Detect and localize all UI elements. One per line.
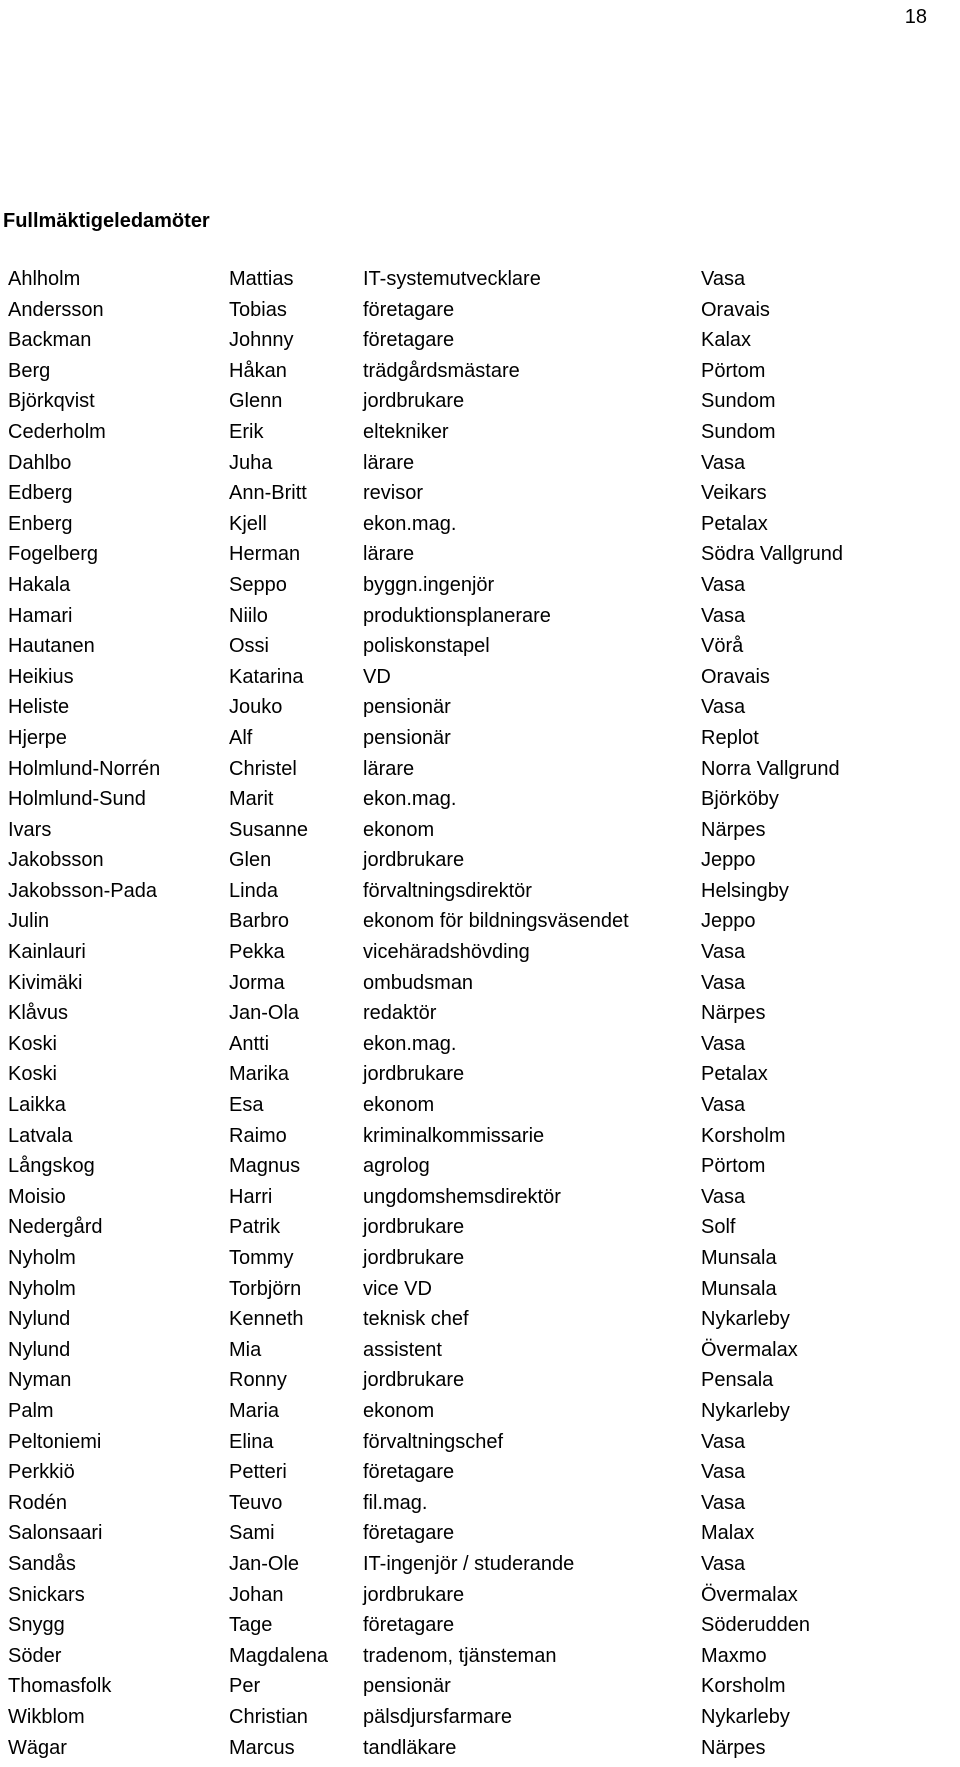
member-occupation: trädgårdsmästare: [363, 360, 520, 383]
member-firstname: Per: [229, 1675, 260, 1698]
member-occupation: kriminalkommissarie: [363, 1125, 544, 1148]
member-firstname: Johan: [229, 1584, 284, 1607]
member-row: [8, 1247, 938, 1278]
member-row: [8, 1400, 938, 1431]
member-location: Helsingby: [701, 880, 789, 903]
member-row: [8, 1737, 938, 1767]
member-occupation: eltekniker: [363, 421, 449, 444]
member-row: [8, 543, 938, 574]
member-row: [8, 1431, 938, 1462]
member-firstname: Tommy: [229, 1247, 293, 1270]
member-location: Vasa: [701, 1094, 745, 1117]
member-surname: Wägar: [8, 1737, 67, 1760]
member-firstname: Seppo: [229, 574, 287, 597]
member-occupation: redaktör: [363, 1002, 436, 1025]
member-surname: Jakobsson: [8, 849, 104, 872]
member-surname: Hamari: [8, 605, 72, 628]
member-location: Korsholm: [701, 1125, 785, 1148]
member-row: [8, 390, 938, 421]
member-location: Närpes: [701, 1737, 765, 1760]
member-surname: Cederholm: [8, 421, 106, 444]
member-occupation: pensionär: [363, 696, 451, 719]
member-surname: Klåvus: [8, 1002, 68, 1025]
member-occupation: företagare: [363, 299, 454, 322]
member-row: [8, 758, 938, 789]
member-row: [8, 819, 938, 850]
page-number: 18: [905, 6, 927, 29]
member-surname: Julin: [8, 910, 49, 933]
member-surname: Laikka: [8, 1094, 66, 1117]
member-location: Malax: [701, 1522, 754, 1545]
member-surname: Koski: [8, 1063, 57, 1086]
member-row: [8, 849, 938, 880]
member-surname: Kivimäki: [8, 972, 82, 995]
member-occupation: pensionär: [363, 727, 451, 750]
member-surname: Snygg: [8, 1614, 65, 1637]
member-location: Närpes: [701, 1002, 765, 1025]
member-row: [8, 513, 938, 544]
member-surname: Söder: [8, 1645, 61, 1668]
member-occupation: IT-ingenjör / studerande: [363, 1553, 574, 1576]
member-firstname: Ann-Britt: [229, 482, 307, 505]
member-location: Vasa: [701, 941, 745, 964]
member-firstname: Ossi: [229, 635, 269, 658]
member-row: [8, 268, 938, 299]
member-occupation: ekonom: [363, 1094, 434, 1117]
member-firstname: Barbro: [229, 910, 289, 933]
member-location: Norra Vallgrund: [701, 758, 840, 781]
member-firstname: Mia: [229, 1339, 261, 1362]
member-firstname: Torbjörn: [229, 1278, 301, 1301]
member-occupation: tradenom, tjänsteman: [363, 1645, 556, 1668]
member-surname: Berg: [8, 360, 50, 383]
member-occupation: byggn.ingenjör: [363, 574, 494, 597]
member-occupation: ekon.mag.: [363, 788, 456, 811]
member-firstname: Magnus: [229, 1155, 300, 1178]
member-occupation: ekon.mag.: [363, 513, 456, 536]
member-location: Petalax: [701, 1063, 768, 1086]
member-surname: Holmlund-Norrén: [8, 758, 160, 781]
member-location: Nykarleby: [701, 1706, 790, 1729]
member-firstname: Håkan: [229, 360, 287, 383]
member-location: Solf: [701, 1216, 735, 1239]
member-surname: Palm: [8, 1400, 54, 1423]
member-surname: Sandås: [8, 1553, 76, 1576]
member-row: [8, 788, 938, 819]
member-firstname: Petteri: [229, 1461, 287, 1484]
member-row: [8, 1339, 938, 1370]
member-occupation: jordbrukare: [363, 849, 464, 872]
member-surname: Nedergård: [8, 1216, 103, 1239]
member-location: Jeppo: [701, 849, 756, 872]
member-row: [8, 1553, 938, 1584]
member-row: [8, 696, 938, 727]
member-firstname: Jorma: [229, 972, 285, 995]
member-firstname: Ronny: [229, 1369, 287, 1392]
member-occupation: företagare: [363, 1614, 454, 1637]
member-location: Söderudden: [701, 1614, 810, 1637]
member-location: Pörtom: [701, 1155, 765, 1178]
member-occupation: ekonom för bildningsväsendet: [363, 910, 629, 933]
member-location: Kalax: [701, 329, 751, 352]
member-location: Södra Vallgrund: [701, 543, 843, 566]
member-firstname: Mattias: [229, 268, 293, 291]
member-firstname: Christian: [229, 1706, 308, 1729]
member-location: Oravais: [701, 299, 770, 322]
member-firstname: Kenneth: [229, 1308, 304, 1331]
member-location: Vörå: [701, 635, 743, 658]
member-row: [8, 666, 938, 697]
member-row: [8, 1522, 938, 1553]
member-surname: Jakobsson-Pada: [8, 880, 157, 903]
member-surname: Salonsaari: [8, 1522, 103, 1545]
member-location: Vasa: [701, 574, 745, 597]
member-surname: Nyman: [8, 1369, 71, 1392]
member-firstname: Kjell: [229, 513, 267, 536]
member-surname: Dahlbo: [8, 452, 71, 475]
member-occupation: lärare: [363, 543, 414, 566]
member-occupation: ekon.mag.: [363, 1033, 456, 1056]
member-row: [8, 1369, 938, 1400]
member-firstname: Glenn: [229, 390, 282, 413]
member-firstname: Alf: [229, 727, 252, 750]
member-location: Pensala: [701, 1369, 773, 1392]
member-occupation: jordbrukare: [363, 1369, 464, 1392]
member-surname: Latvala: [8, 1125, 73, 1148]
member-firstname: Patrik: [229, 1216, 280, 1239]
member-surname: Wikblom: [8, 1706, 85, 1729]
member-firstname: Magdalena: [229, 1645, 328, 1668]
member-surname: Koski: [8, 1033, 57, 1056]
member-surname: Hakala: [8, 574, 70, 597]
member-row: [8, 972, 938, 1003]
member-surname: Hjerpe: [8, 727, 67, 750]
member-location: Vasa: [701, 1033, 745, 1056]
member-location: Vasa: [701, 972, 745, 995]
member-firstname: Jan-Ole: [229, 1553, 299, 1576]
member-surname: Nyholm: [8, 1247, 76, 1270]
member-occupation: lärare: [363, 758, 414, 781]
member-row: [8, 1216, 938, 1247]
member-occupation: jordbrukare: [363, 1216, 464, 1239]
member-surname: Andersson: [8, 299, 104, 322]
member-row: [8, 1186, 938, 1217]
member-location: Petalax: [701, 513, 768, 536]
member-row: [8, 360, 938, 391]
member-row: [8, 452, 938, 483]
member-row: [8, 1675, 938, 1706]
member-firstname: Marcus: [229, 1737, 295, 1760]
member-firstname: Jouko: [229, 696, 282, 719]
member-location: Munsala: [701, 1278, 777, 1301]
member-row: [8, 1492, 938, 1523]
member-firstname: Tobias: [229, 299, 287, 322]
member-firstname: Niilo: [229, 605, 268, 628]
member-occupation: företagare: [363, 329, 454, 352]
member-row: [8, 1706, 938, 1737]
member-surname: Ivars: [8, 819, 51, 842]
member-surname: Holmlund-Sund: [8, 788, 146, 811]
member-location: Vasa: [701, 268, 745, 291]
member-row: [8, 605, 938, 636]
member-occupation: pensionär: [363, 1675, 451, 1698]
member-location: Replot: [701, 727, 759, 750]
member-firstname: Tage: [229, 1614, 272, 1637]
member-occupation: företagare: [363, 1522, 454, 1545]
member-location: Vasa: [701, 1553, 745, 1576]
member-occupation: pälsdjursfarmare: [363, 1706, 512, 1729]
member-row: [8, 941, 938, 972]
member-surname: Moisio: [8, 1186, 66, 1209]
member-location: Vasa: [701, 696, 745, 719]
member-surname: Enberg: [8, 513, 73, 536]
member-firstname: Marika: [229, 1063, 289, 1086]
member-location: Björköby: [701, 788, 779, 811]
member-firstname: Teuvo: [229, 1492, 282, 1515]
member-firstname: Harri: [229, 1186, 272, 1209]
members-list: [8, 268, 938, 1767]
member-occupation: VD: [363, 666, 391, 689]
member-firstname: Esa: [229, 1094, 263, 1117]
member-surname: Ahlholm: [8, 268, 80, 291]
member-row: [8, 727, 938, 758]
member-firstname: Linda: [229, 880, 278, 903]
member-row: [8, 1278, 938, 1309]
member-occupation: jordbrukare: [363, 1584, 464, 1607]
member-firstname: Antti: [229, 1033, 269, 1056]
member-firstname: Johnny: [229, 329, 294, 352]
member-location: Sundom: [701, 390, 776, 413]
member-row: [8, 299, 938, 330]
member-location: Veikars: [701, 482, 767, 505]
member-location: Vasa: [701, 1492, 745, 1515]
member-firstname: Juha: [229, 452, 272, 475]
member-surname: Nylund: [8, 1308, 70, 1331]
member-occupation: förvaltningschef: [363, 1431, 503, 1454]
member-row: [8, 1614, 938, 1645]
member-surname: Björkqvist: [8, 390, 95, 413]
member-surname: Hautanen: [8, 635, 95, 658]
member-row: [8, 1002, 938, 1033]
member-firstname: Jan-Ola: [229, 1002, 299, 1025]
page-title: Fullmäktigeledamöter: [3, 210, 210, 233]
member-occupation: teknisk chef: [363, 1308, 469, 1331]
member-occupation: ekonom: [363, 1400, 434, 1423]
member-surname: Kainlauri: [8, 941, 86, 964]
member-firstname: Christel: [229, 758, 297, 781]
member-occupation: ombudsman: [363, 972, 473, 995]
member-location: Närpes: [701, 819, 765, 842]
member-row: [8, 1125, 938, 1156]
member-location: Vasa: [701, 1461, 745, 1484]
member-firstname: Katarina: [229, 666, 304, 689]
member-surname: Heliste: [8, 696, 69, 719]
member-firstname: Herman: [229, 543, 300, 566]
member-firstname: Susanne: [229, 819, 308, 842]
member-occupation: lärare: [363, 452, 414, 475]
member-occupation: revisor: [363, 482, 423, 505]
member-firstname: Sami: [229, 1522, 275, 1545]
member-occupation: företagare: [363, 1461, 454, 1484]
member-row: [8, 1461, 938, 1492]
member-location: Pörtom: [701, 360, 765, 383]
member-location: Maxmo: [701, 1645, 767, 1668]
member-occupation: vicehäradshövding: [363, 941, 530, 964]
member-surname: Långskog: [8, 1155, 95, 1178]
member-surname: Snickars: [8, 1584, 85, 1607]
member-firstname: Raimo: [229, 1125, 287, 1148]
member-occupation: assistent: [363, 1339, 442, 1362]
member-location: Jeppo: [701, 910, 756, 933]
member-firstname: Glen: [229, 849, 271, 872]
member-occupation: ungdomshemsdirektör: [363, 1186, 561, 1209]
member-occupation: förvaltningsdirektör: [363, 880, 532, 903]
member-occupation: jordbrukare: [363, 390, 464, 413]
member-location: Övermalax: [701, 1339, 798, 1362]
member-row: [8, 1063, 938, 1094]
member-location: Nykarleby: [701, 1400, 790, 1423]
member-occupation: ekonom: [363, 819, 434, 842]
member-row: [8, 1033, 938, 1064]
member-firstname: Elina: [229, 1431, 273, 1454]
member-occupation: agrolog: [363, 1155, 430, 1178]
member-row: [8, 421, 938, 452]
member-location: Vasa: [701, 1186, 745, 1209]
member-row: [8, 574, 938, 605]
member-occupation: tandläkare: [363, 1737, 456, 1760]
member-firstname: Marit: [229, 788, 273, 811]
member-location: Oravais: [701, 666, 770, 689]
member-occupation: vice VD: [363, 1278, 432, 1301]
member-surname: Edberg: [8, 482, 73, 505]
member-location: Vasa: [701, 1431, 745, 1454]
member-surname: Peltoniemi: [8, 1431, 101, 1454]
member-row: [8, 880, 938, 911]
member-row: [8, 1155, 938, 1186]
member-surname: Thomasfolk: [8, 1675, 111, 1698]
member-location: Sundom: [701, 421, 776, 444]
member-row: [8, 329, 938, 360]
member-row: [8, 635, 938, 666]
member-location: Korsholm: [701, 1675, 785, 1698]
member-location: Nykarleby: [701, 1308, 790, 1331]
member-firstname: Maria: [229, 1400, 279, 1423]
member-location: Övermalax: [701, 1584, 798, 1607]
member-row: [8, 482, 938, 513]
member-row: [8, 1645, 938, 1676]
member-firstname: Pekka: [229, 941, 285, 964]
member-occupation: poliskonstapel: [363, 635, 490, 658]
member-surname: Nylund: [8, 1339, 70, 1362]
member-row: [8, 910, 938, 941]
member-surname: Rodén: [8, 1492, 67, 1515]
member-location: Vasa: [701, 605, 745, 628]
member-occupation: IT-systemutvecklare: [363, 268, 541, 291]
member-occupation: jordbrukare: [363, 1247, 464, 1270]
member-location: Munsala: [701, 1247, 777, 1270]
member-occupation: jordbrukare: [363, 1063, 464, 1086]
member-row: [8, 1308, 938, 1339]
member-row: [8, 1584, 938, 1615]
member-surname: Backman: [8, 329, 91, 352]
member-occupation: produktionsplanerare: [363, 605, 551, 628]
member-surname: Perkkiö: [8, 1461, 75, 1484]
member-row: [8, 1094, 938, 1125]
member-surname: Nyholm: [8, 1278, 76, 1301]
member-location: Vasa: [701, 452, 745, 475]
member-surname: Heikius: [8, 666, 74, 689]
member-occupation: fil.mag.: [363, 1492, 427, 1515]
member-firstname: Erik: [229, 421, 263, 444]
member-surname: Fogelberg: [8, 543, 98, 566]
